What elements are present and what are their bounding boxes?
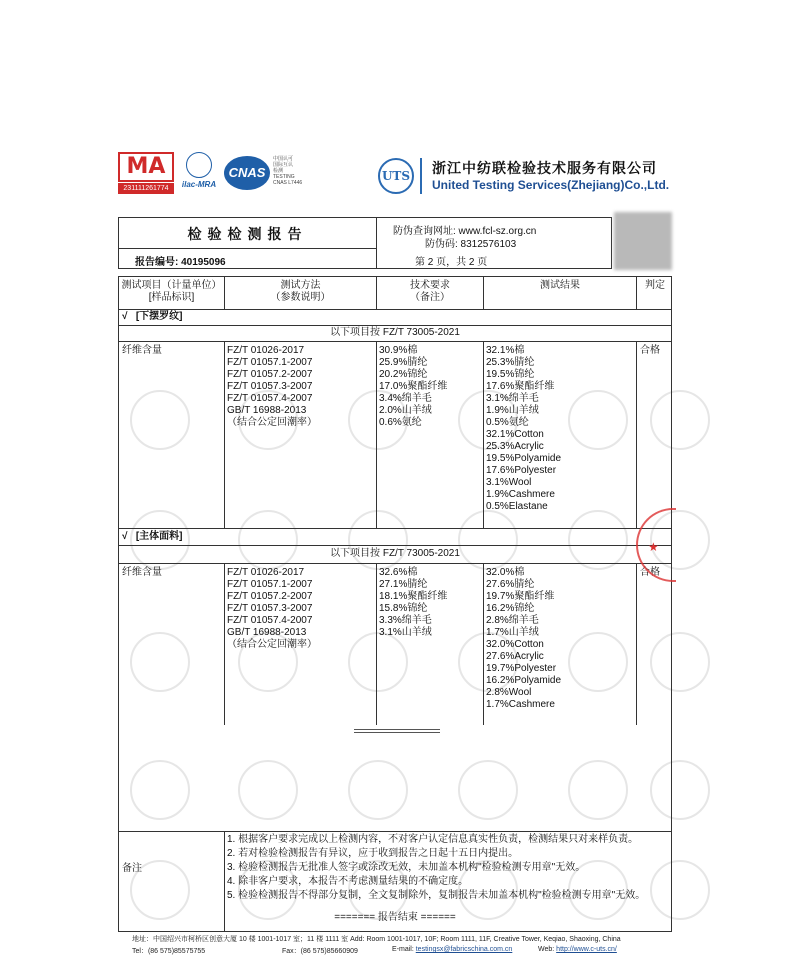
col-verdict-header: 判定	[645, 280, 665, 291]
standard-line: 以下项目按 FZ/T 73005-2021	[330, 327, 460, 338]
report-title: 检验检测报告	[187, 226, 308, 242]
cnas-mark: CNAS	[224, 156, 270, 190]
result-list: 32.1%棉 25.3%腈纶 19.5%锦纶 17.6%聚酯纤维 3.1%绵羊毛 1.9%山羊绒 0.5%氨纶 32.1%Cotton 25.3%Acrylic 19.5%Polyamide 17.6%Polyester 3.1%Wool 1.9%Cashmere 0.5%Elastane	[486, 345, 562, 512]
method-list: FZ/T 01026-2017 FZ/T 01057.1-2007 FZ/T 01057.2-2007 FZ/T 01057.3-2007 FZ/T 01057.4-2007 GB/T 16988-2013 （结合公定回潮率）	[227, 567, 317, 650]
cma-mark: MA	[118, 152, 174, 182]
method-list: FZ/T 01026-2017 FZ/T 01057.1-2007 FZ/T 01057.2-2007 FZ/T 01057.3-2007 FZ/T 01057.4-2007 GB/T 16988-2013 （结合公定回潮率）	[227, 345, 317, 428]
anti-fake-url: 防伪查询网址: www.fcl-sz.org.cn	[393, 226, 537, 237]
seal-star-icon: ★	[648, 540, 659, 554]
ilac-logo	[178, 152, 220, 196]
verdict: 合格	[640, 345, 660, 356]
qr-code-icon	[614, 212, 672, 270]
cma-logo	[118, 152, 174, 198]
col-item-header: 测试项目（计量单位） [样品标识]	[121, 280, 222, 303]
col-method-header: 测试方法 （参数说明）	[270, 280, 331, 303]
section-title: √ [下摆罗纹]	[122, 311, 183, 322]
remarks-label: 备注	[122, 863, 142, 874]
result-list: 32.0%棉 27.6%腈纶 19.7%聚酯纤维 16.2%锦纶 2.8%绵羊毛 1.7%山羊绒 32.0%Cotton 27.6%Acrylic 19.7%Polyester 16.2%Polyamide 2.8%Wool 1.7%Cashmere	[486, 567, 562, 710]
report-header	[118, 217, 612, 269]
company-name-cn: 浙江中纺联检验技术服务有限公司	[432, 160, 657, 176]
email-link[interactable]: testingsx@fabricschina.com.cn	[415, 946, 513, 953]
globe-icon	[186, 152, 212, 178]
remark-item: 4. 除非客户要求，本报告不考虑测量结果的不确定度。	[227, 876, 469, 887]
ilac-text: ilac-MRA	[181, 180, 217, 189]
uts-logo: UTS	[378, 158, 414, 194]
standard-line: 以下项目按 FZ/T 73005-2021	[330, 548, 460, 559]
report-number: 报告编号: 40195096	[135, 257, 226, 268]
results-table	[118, 276, 672, 932]
anti-fake-code: 防伪码: 8312576103	[425, 239, 517, 250]
verdict: 合格	[640, 567, 660, 578]
section-title: √ [主体面料]	[122, 531, 183, 542]
footer-address: 地址：中国绍兴市柯桥区创意大厦 10 楼 1001-1017 室；11 楼 1111 室 Add: Room 1001-1017, 10F; Room 1111, 11F, Creative Tower, Keqiao, Shaoxing, China	[132, 936, 621, 943]
remark-item: 3. 检验检测报告无批准人签字或涂改无效，未加盖本机构"检验检测专用章"无效。	[227, 862, 586, 873]
cma-number: 231111261774	[118, 183, 174, 194]
page-number: 第 2 页，共 2 页	[415, 257, 488, 268]
cnas-side-text: 中国认可 国际互认 检测 TESTING CNAS L7446	[273, 156, 303, 186]
remark-item: 1. 根据客户要求完成以上检测内容，不对客户认定信息真实性负责，检测结果只对来样负责。	[227, 834, 639, 845]
footer-tel: Tel：(86 575)85575755	[132, 948, 206, 955]
company-name-en: United Testing Services(Zhejiang)Co.,Ltd.	[432, 178, 670, 192]
footer-fax: Fax：(86 575)85660909	[282, 948, 358, 955]
test-item: 纤维含量	[122, 567, 162, 578]
col-req-header: 技术要求 （备注）	[410, 280, 450, 303]
web-link[interactable]: http://www.c-uts.cn/	[556, 946, 617, 953]
remark-item: 5. 检验检测报告不得部分复制，全文复制除外，复制报告未加盖本机构"检验检测专用章"无效。	[227, 890, 646, 901]
remarks-list	[227, 834, 645, 904]
footer-web: Web: http://www.c-uts.cn/	[538, 946, 617, 953]
logo-divider	[420, 158, 422, 194]
remark-item: 2. 若对检验检测报告有异议，应于收到报告之日起十五日内提出。	[227, 848, 519, 859]
col-result-header: 测试结果	[540, 280, 580, 291]
requirement-list: 30.9%棉 25.9%腈纶 20.2%锦纶 17.0%聚酯纤维 3.4%绵羊毛 2.0%山羊绒 0.6%氨纶	[379, 345, 448, 428]
requirement-list: 32.6%棉 27.1%腈纶 18.1%聚酯纤维 15.8%锦纶 3.3%绵羊毛 3.1%山羊绒	[379, 567, 448, 638]
test-item: 纤维含量	[122, 345, 162, 356]
footer-email: E-mail: testingsx@fabricschina.com.cn	[392, 946, 513, 953]
report-end-mark: ======= 报告结束 ======	[334, 912, 456, 923]
cnas-logo	[224, 154, 308, 198]
